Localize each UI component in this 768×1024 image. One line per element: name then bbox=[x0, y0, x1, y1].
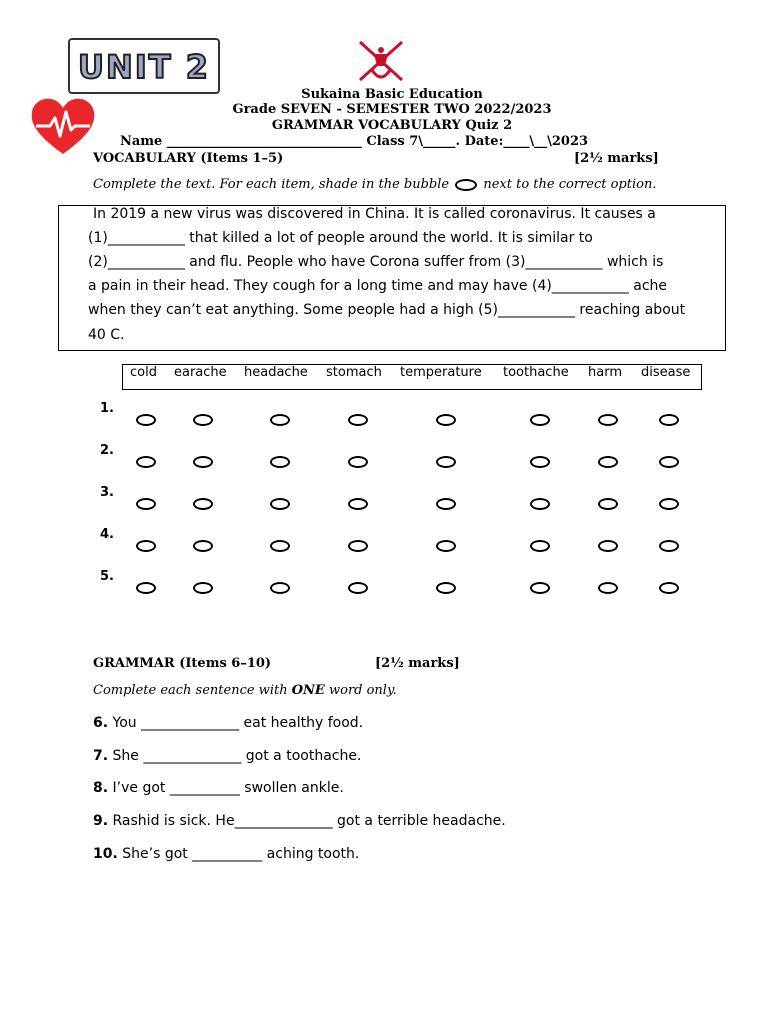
word-option: headache bbox=[244, 365, 308, 380]
answer-bubble[interactable] bbox=[598, 456, 618, 468]
answer-bubble[interactable] bbox=[136, 456, 156, 468]
vocabulary-instruction: Complete the text. For each item, shade in the bubble next to the correct option. bbox=[93, 177, 657, 192]
vocabulary-title: VOCABULARY (Items 1–5) bbox=[93, 151, 284, 166]
answer-bubble[interactable] bbox=[348, 414, 368, 426]
answer-bubble[interactable] bbox=[270, 582, 290, 594]
answer-bubble[interactable] bbox=[436, 540, 456, 552]
answer-bubble[interactable] bbox=[270, 414, 290, 426]
grammar-item: 10. She’s got __________ aching tooth. bbox=[93, 846, 360, 862]
school-name: Sukaina Basic Education bbox=[301, 87, 483, 102]
answer-bubble[interactable] bbox=[436, 498, 456, 510]
answer-bubble[interactable] bbox=[193, 498, 213, 510]
answer-bubble[interactable] bbox=[659, 540, 679, 552]
vocab-item-number: 1. bbox=[100, 401, 114, 416]
text-line: when they can’t eat anything. Some people had a high (5)___________ reaching about bbox=[88, 302, 686, 318]
bubble-icon bbox=[455, 179, 477, 191]
answer-bubble[interactable] bbox=[270, 498, 290, 510]
text-line: a pain in their head. They cough for a long time and may have (4)___________ ache bbox=[88, 278, 668, 294]
answer-bubble[interactable] bbox=[598, 498, 618, 510]
answer-bubble[interactable] bbox=[530, 540, 550, 552]
answer-bubble[interactable] bbox=[136, 414, 156, 426]
answer-bubble[interactable] bbox=[193, 540, 213, 552]
vocab-item-number: 5. bbox=[100, 569, 114, 584]
answer-bubble[interactable] bbox=[530, 582, 550, 594]
unit-label: UNIT 2 bbox=[78, 48, 210, 86]
word-option: earache bbox=[174, 365, 227, 380]
text-line: In 2019 a new virus was discovered in China. It is called coronavirus. It causes a bbox=[93, 206, 656, 222]
word-option: stomach bbox=[326, 365, 382, 380]
text-line: (2)___________ and flu. People who have Corona suffer from (3)___________ which is bbox=[88, 254, 664, 270]
answer-bubble[interactable] bbox=[193, 582, 213, 594]
word-option: disease bbox=[641, 365, 691, 380]
vocab-item-number: 2. bbox=[100, 443, 114, 458]
answer-bubble[interactable] bbox=[193, 456, 213, 468]
grammar-item: 7. She ______________ got a toothache. bbox=[93, 748, 362, 764]
grammar-item: 6. You ______________ eat healthy food. bbox=[93, 715, 364, 731]
answer-bubble[interactable] bbox=[348, 540, 368, 552]
unit-badge-art bbox=[70, 40, 218, 92]
unit-badge bbox=[68, 38, 220, 94]
answer-bubble[interactable] bbox=[436, 582, 456, 594]
grammar-item: 9. Rashid is sick. He______________ got a terrible headache. bbox=[93, 813, 506, 829]
answer-bubble[interactable] bbox=[348, 498, 368, 510]
answer-bubble[interactable] bbox=[598, 582, 618, 594]
vocab-item-number: 4. bbox=[100, 527, 114, 542]
vocab-item-number: 3. bbox=[100, 485, 114, 500]
answer-bubble[interactable] bbox=[270, 540, 290, 552]
grammar-title: GRAMMAR (Items 6–10) bbox=[93, 656, 272, 671]
answer-bubble[interactable] bbox=[136, 582, 156, 594]
text-line: 40 C. bbox=[88, 327, 125, 343]
answer-bubble[interactable] bbox=[136, 498, 156, 510]
word-option: toothache bbox=[503, 365, 569, 380]
word-option: cold bbox=[130, 365, 157, 380]
vocabulary-marks: [2½ marks] bbox=[574, 151, 659, 166]
grammar-marks: [2½ marks] bbox=[375, 656, 460, 671]
word-option: temperature bbox=[400, 365, 482, 380]
answer-bubble[interactable] bbox=[436, 414, 456, 426]
answer-bubble[interactable] bbox=[659, 582, 679, 594]
answer-bubble[interactable] bbox=[659, 456, 679, 468]
grammar-item: 8. I’ve got __________ swollen ankle. bbox=[93, 780, 344, 796]
answer-bubble[interactable] bbox=[530, 498, 550, 510]
answer-bubble[interactable] bbox=[598, 414, 618, 426]
quiz-title: GRAMMAR VOCABULARY Quiz 2 bbox=[271, 118, 513, 133]
grammar-instruction: Complete each sentence with ONE word only. bbox=[93, 683, 397, 698]
answer-bubble[interactable] bbox=[530, 414, 550, 426]
answer-bubble[interactable] bbox=[270, 456, 290, 468]
answer-bubble[interactable] bbox=[659, 414, 679, 426]
answer-bubble[interactable] bbox=[136, 540, 156, 552]
answer-bubble[interactable] bbox=[348, 456, 368, 468]
grade-semester: Grade SEVEN - SEMESTER TWO 2022/2023 bbox=[232, 102, 552, 117]
national-emblem-icon bbox=[352, 36, 410, 86]
word-option: harm bbox=[588, 365, 622, 380]
answer-bubble[interactable] bbox=[348, 582, 368, 594]
answer-bubble[interactable] bbox=[530, 456, 550, 468]
answer-bubble[interactable] bbox=[436, 456, 456, 468]
text-line: (1)___________ that killed a lot of people around the world. It is similar to bbox=[88, 230, 593, 246]
answer-bubble[interactable] bbox=[193, 414, 213, 426]
name-class-date-line: Name ______________________________ Class 7\_____. Date:____\__\2023 bbox=[120, 134, 589, 149]
answer-bubble[interactable] bbox=[659, 498, 679, 510]
answer-bubble[interactable] bbox=[598, 540, 618, 552]
